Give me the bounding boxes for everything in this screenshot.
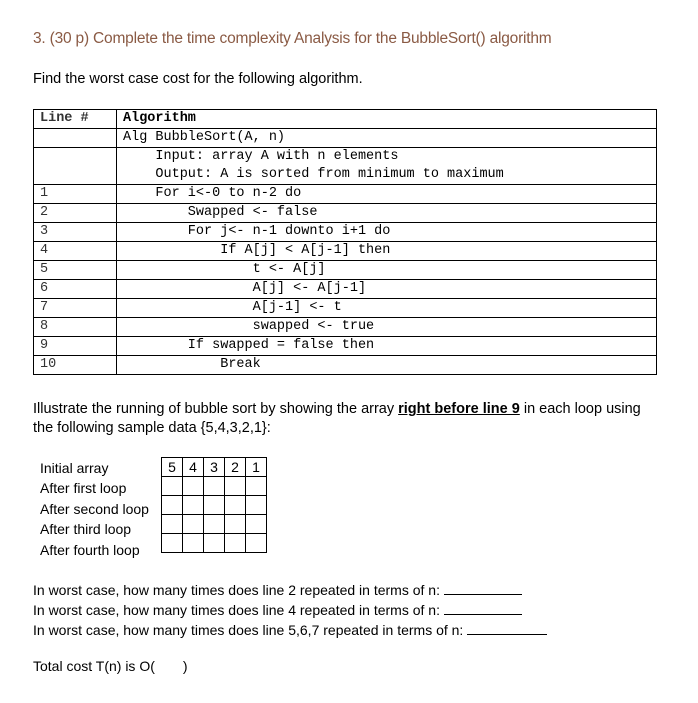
code-cell: For j<- n-1 downto i+1 do <box>117 223 657 242</box>
table-row <box>34 299 657 318</box>
row-label: After first loop <box>40 480 127 497</box>
illustration-instructions <box>33 400 663 438</box>
line-number: 7 <box>34 299 117 318</box>
array-cell: 3 <box>204 458 225 477</box>
code-cell: For i<-0 to n-2 do <box>117 185 657 204</box>
algorithm-table <box>33 109 657 375</box>
question-line-567 <box>33 620 547 638</box>
line-number: 1 <box>34 185 117 204</box>
array-cell-blank[interactable] <box>162 496 183 515</box>
row-label: After third loop <box>40 521 132 538</box>
array-cell-blank[interactable] <box>183 515 204 534</box>
array-cell-blank[interactable] <box>204 496 225 515</box>
line-number: 6 <box>34 280 117 299</box>
array-row-labels <box>40 458 149 560</box>
code-cell: Swapped <- false <box>117 204 657 223</box>
total-cost-prefix: Total cost T(n) is O( <box>33 658 155 674</box>
table-row <box>34 242 657 261</box>
array-cell-blank[interactable] <box>225 515 246 534</box>
table-row <box>34 148 657 185</box>
table-row <box>34 318 657 337</box>
instruction-text: Illustrate the running of bubble sort by showing the array <box>33 401 399 417</box>
answer-blank[interactable] <box>444 580 522 595</box>
question-prompt: Find the worst case cost for the following algorithm. <box>33 71 363 87</box>
line-number: 9 <box>34 337 117 356</box>
code-cell: Input: array A with n elements Output: A is sorted from minimum to maximum <box>117 148 657 185</box>
table-row <box>34 356 657 375</box>
array-cell-blank[interactable] <box>204 534 225 553</box>
question-text: In worst case, how many times does line 4 repeated in terms of n: <box>33 602 444 618</box>
array-cell-blank[interactable] <box>225 496 246 515</box>
array-row-fourth-loop <box>162 534 267 553</box>
array-row-first-loop <box>162 477 267 496</box>
array-cell-blank[interactable] <box>183 534 204 553</box>
code-cell: A[j] <- A[j-1] <box>117 280 657 299</box>
question-text: In worst case, how many times does line 5,6,7 repeated in terms of n: <box>33 622 468 638</box>
question-line-4 <box>33 600 522 618</box>
line-number: 3 <box>34 223 117 242</box>
array-cell-blank[interactable] <box>183 496 204 515</box>
table-header-row <box>34 110 657 129</box>
line-number: 4 <box>34 242 117 261</box>
table-row <box>34 223 657 242</box>
array-cell-blank[interactable] <box>162 477 183 496</box>
line-number: 8 <box>34 318 117 337</box>
table-row <box>34 129 657 148</box>
table-row <box>34 185 657 204</box>
array-row-initial <box>162 458 267 477</box>
array-cell-blank[interactable] <box>225 534 246 553</box>
array-row-second-loop <box>162 496 267 515</box>
table-row <box>34 204 657 223</box>
array-cell-blank[interactable] <box>246 477 267 496</box>
header-line-number: Line # <box>34 110 117 129</box>
answer-blank[interactable] <box>467 620 547 635</box>
array-cell: 2 <box>225 458 246 477</box>
question-line-2 <box>33 580 522 598</box>
array-cell-blank[interactable] <box>204 515 225 534</box>
table-row <box>34 261 657 280</box>
instruction-emphasis: right before line 9 <box>398 401 520 417</box>
code-cell: A[j-1] <- t <box>117 299 657 318</box>
code-cell: t <- A[j] <box>117 261 657 280</box>
row-label: After second loop <box>40 500 149 517</box>
total-cost-question <box>33 658 188 674</box>
question-title: 3. (30 p) Complete the time complexity Analysis for the BubbleSort() algorithm <box>33 30 552 47</box>
code-cell: Break <box>117 356 657 375</box>
line-number <box>34 148 117 185</box>
table-row <box>34 337 657 356</box>
line-number: 5 <box>34 261 117 280</box>
array-cell-blank[interactable] <box>204 477 225 496</box>
code-cell: swapped <- true <box>117 318 657 337</box>
total-cost-suffix: ) <box>182 658 188 674</box>
array-cell-blank[interactable] <box>246 496 267 515</box>
row-label: After fourth loop <box>40 541 140 558</box>
table-row <box>34 280 657 299</box>
array-cell-blank[interactable] <box>183 477 204 496</box>
instruction-text: in each loop using the following sample data {5,4,3,2,1}: <box>33 401 641 436</box>
line-number: 2 <box>34 204 117 223</box>
code-cell: Alg BubbleSort(A, n) <box>117 129 657 148</box>
array-cell-blank[interactable] <box>246 534 267 553</box>
row-label: Initial array <box>40 460 109 476</box>
array-cell-blank[interactable] <box>225 477 246 496</box>
array-cell-blank[interactable] <box>162 515 183 534</box>
array-cell: 5 <box>162 458 183 477</box>
array-cell-blank[interactable] <box>246 515 267 534</box>
line-number <box>34 129 117 148</box>
array-grid <box>161 457 267 553</box>
array-cell-blank[interactable] <box>162 534 183 553</box>
array-cell: 1 <box>246 458 267 477</box>
code-cell: If A[j] < A[j-1] then <box>117 242 657 261</box>
header-algorithm: Algorithm <box>117 110 657 129</box>
code-cell: If swapped = false then <box>117 337 657 356</box>
answer-blank[interactable] <box>444 600 522 615</box>
question-text: In worst case, how many times does line 2 repeated in terms of n: <box>33 582 444 598</box>
array-cell: 4 <box>183 458 204 477</box>
line-number: 10 <box>34 356 117 375</box>
array-row-third-loop <box>162 515 267 534</box>
